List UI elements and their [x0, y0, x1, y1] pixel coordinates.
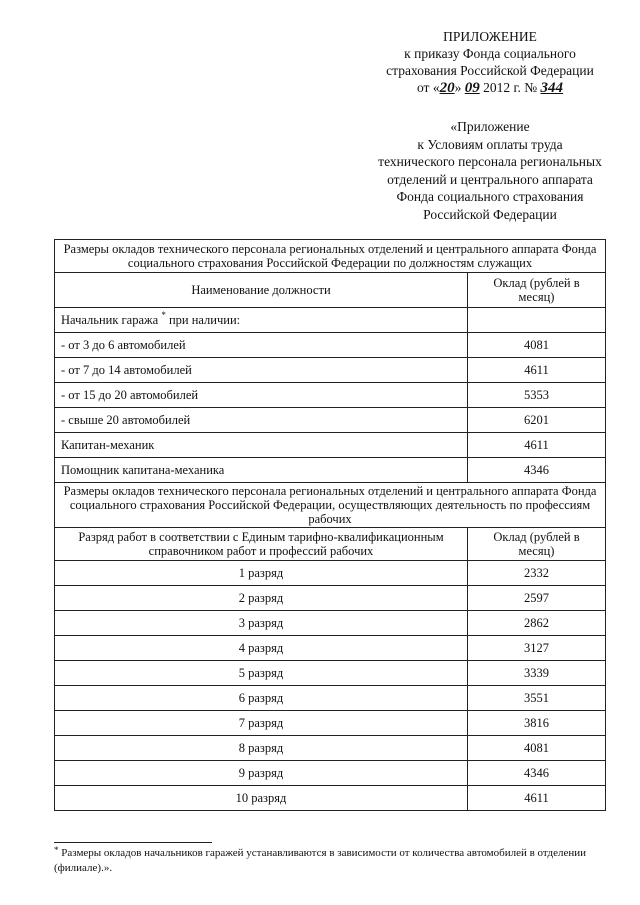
table2-row — [55, 761, 606, 786]
salary-cell: 4346 — [468, 458, 606, 483]
salary-column-header: Оклад (рублей в месяц) — [468, 528, 606, 561]
position-name-cell: Помощник капитана-механика — [55, 458, 468, 483]
table1-row — [55, 383, 606, 408]
grade-cell: 1 разряд — [55, 561, 468, 586]
table2-row — [55, 561, 606, 586]
grade-cell: 9 разряд — [55, 761, 468, 786]
salary-cell: 4081 — [468, 736, 606, 761]
footnote-marker: * — [161, 309, 166, 320]
order-date-line — [360, 79, 620, 97]
subheader-line-1: «Приложение — [450, 119, 530, 134]
header-line-1: к приказу Фонда социального — [404, 46, 576, 61]
table2-header-row — [55, 528, 606, 561]
position-name-cell: - от 15 до 20 автомобилей — [55, 383, 468, 408]
footnote-mark: * — [54, 845, 59, 855]
appendix-title: ПРИЛОЖЕНИЕ — [443, 29, 537, 44]
order-header — [360, 28, 620, 97]
salary-table — [54, 239, 606, 811]
salary-cell: 6201 — [468, 408, 606, 433]
salary-column-header: Оклад (рублей в месяц) — [468, 273, 606, 308]
subheader-line-2: к Условиям оплаты труда — [417, 136, 563, 152]
garage-head-row — [55, 308, 606, 333]
subheader-line-5: Фонда социального страхования — [396, 189, 584, 204]
table1-title-row — [55, 240, 606, 273]
position-name-cell: - свыше 20 автомобилей — [55, 408, 468, 433]
salary-cell: 3551 — [468, 686, 606, 711]
grade-cell: 4 разряд — [55, 636, 468, 661]
grade-cell: 6 разряд — [55, 686, 468, 711]
garage-head-tail: при наличии: — [168, 312, 241, 327]
garage-head-cell — [55, 308, 468, 333]
footnote-divider — [54, 842, 212, 843]
position-name-cell: - от 7 до 14 автомобилей — [55, 358, 468, 383]
table1-row — [55, 358, 606, 383]
table2-row — [55, 786, 606, 811]
salary-cell: 3339 — [468, 661, 606, 686]
table2-title-row — [55, 483, 606, 528]
conditions-subheader — [360, 118, 620, 223]
date-mid: » — [454, 80, 462, 95]
grade-cell: 7 разряд — [55, 711, 468, 736]
garage-head-label: Начальник гаража — [61, 312, 159, 327]
table2-row — [55, 686, 606, 711]
salary-cell: 3816 — [468, 711, 606, 736]
salary-cell: 4611 — [468, 786, 606, 811]
order-month: 09 — [464, 80, 480, 96]
position-name-cell: - от 3 до 6 автомобилей — [55, 333, 468, 358]
table2-row — [55, 711, 606, 736]
order-day: 20 — [439, 80, 455, 96]
table2-row — [55, 661, 606, 686]
table1-row — [55, 433, 606, 458]
table1-row — [55, 458, 606, 483]
salary-cell: 5353 — [468, 383, 606, 408]
table1-row — [55, 333, 606, 358]
table2-row — [55, 611, 606, 636]
salary-cell: 2332 — [468, 561, 606, 586]
position-column-header: Наименование должности — [55, 273, 468, 308]
subheader-line-6: Российской Федерации — [423, 206, 557, 222]
table2-row — [55, 636, 606, 661]
grade-cell: 10 разряд — [55, 786, 468, 811]
subheader-line-4: отделений и центрального аппарата — [387, 171, 593, 187]
grade-cell: 3 разряд — [55, 611, 468, 636]
table1-title: Размеры окладов технического персонала региональных отделений и центрального аппарата Фонда социального страхования Российской Федерации по должностям служащих — [55, 240, 606, 273]
table2-row — [55, 586, 606, 611]
salary-cell: 2862 — [468, 611, 606, 636]
position-name-cell: Капитан-механик — [55, 433, 468, 458]
grade-cell: 8 разряд — [55, 736, 468, 761]
grade-column-header: Разряд работ в соответствии с Единым тарифно-квалификационным справочником работ и профессий рабочих — [55, 528, 468, 561]
order-number: 344 — [540, 80, 563, 96]
header-line-2: страхования Российской Федерации — [386, 63, 594, 78]
table2-title: Размеры окладов технического персонала региональных отделений и центрального аппарата Фонда социального страхования Российской Федерации, осуществляющих деятельность по профессиям рабочих — [55, 483, 606, 528]
grade-cell: 2 разряд — [55, 586, 468, 611]
footnote-text: Размеры окладов начальников гаражей устанавливаются в зависимости от количества автомобилей в отделении (филиале).». — [54, 847, 587, 874]
table2-row — [55, 736, 606, 761]
salary-cell: 4611 — [468, 433, 606, 458]
salary-cell: 3127 — [468, 636, 606, 661]
salary-cell: 2597 — [468, 586, 606, 611]
date-prefix: от « — [416, 80, 440, 95]
empty-salary-cell — [468, 308, 606, 333]
order-year: 2012 г. № — [483, 80, 538, 95]
salary-cell: 4346 — [468, 761, 606, 786]
table1-row — [55, 408, 606, 433]
grade-cell: 5 разряд — [55, 661, 468, 686]
salary-cell: 4081 — [468, 333, 606, 358]
footnote — [54, 846, 614, 876]
subheader-line-3: технического персонала региональных — [378, 154, 602, 169]
salary-cell: 4611 — [468, 358, 606, 383]
table1-header-row — [55, 273, 606, 308]
